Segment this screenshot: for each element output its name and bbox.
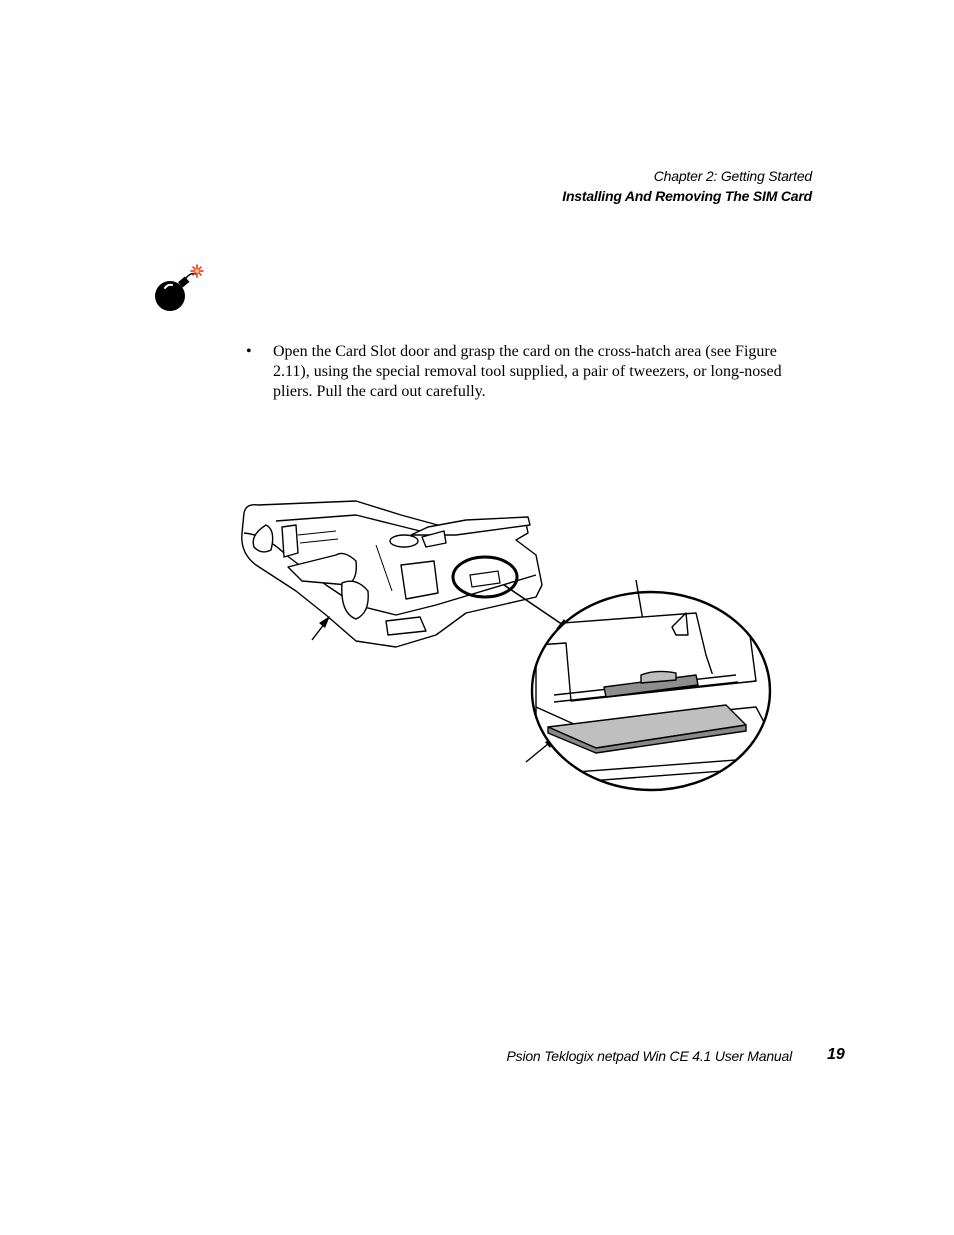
section-title: Installing And Removing The SIM Card: [562, 188, 812, 204]
running-header: [562, 166, 812, 206]
bullet-mark: •: [246, 343, 252, 360]
card-removal-figure: [236, 495, 776, 795]
page-number: 19: [827, 1046, 845, 1063]
list-item: [246, 342, 786, 402]
instruction-text: Open the Card Slot door and grasp the card on the cross-hatch area (see Figure 2.11), using the special removal tool supplied, a pair of tweezers, or long-nosed pliers. Pull the card out carefully.: [273, 343, 782, 400]
instruction-list: [246, 342, 786, 402]
manual-title: Psion Teklogix netpad Win CE 4.1 User Manual: [506, 1048, 792, 1064]
chapter-title: Chapter 2: Getting Started: [653, 168, 812, 184]
page-footer: [0, 1046, 954, 1068]
bomb-warning-icon: [152, 264, 208, 314]
card-slot-detail: [532, 592, 776, 795]
